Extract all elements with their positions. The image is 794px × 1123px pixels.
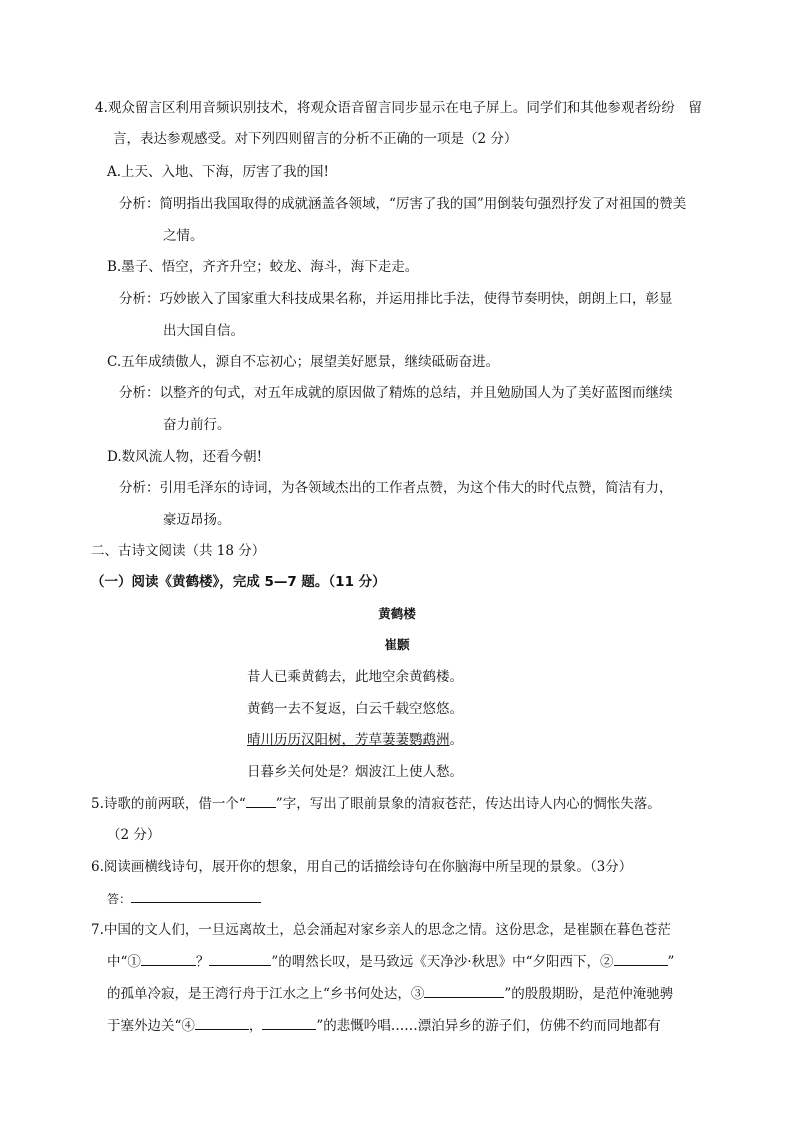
q5-score: （2 分） [107, 827, 161, 843]
q7-blank-2[interactable] [614, 951, 668, 966]
q7-line4 [107, 1015, 661, 1036]
poem-author: 崔颢 [384, 637, 410, 652]
q7-line4-c: ”的悲慨吟唱……漂泊异乡的游子们，仿佛不约而同地都有 [316, 1018, 661, 1034]
q5-stem-part1: 5.诗歌的前两联，借一个“ [91, 796, 246, 812]
q7-blank-1b[interactable] [209, 951, 271, 966]
q7-blank-3[interactable] [424, 983, 504, 998]
q7-line2 [107, 951, 674, 972]
subsection-heading: （一）阅读《黄鹤楼》，完成 5—7 题。（11 分） [91, 574, 386, 590]
option-b: B.墨子、悟空，齐齐升空；蛟龙、海斗，海下走走。 [107, 259, 419, 275]
q7-line4-b: ， [248, 1018, 263, 1034]
option-b-analysis: 分析：巧妙嵌入了国家重大科技成果名称，并运用排比手法，使得节奏明快，朗朗上口，彰显 [119, 291, 673, 307]
poem-line-2: 黄鹤一去不复返，白云千载空悠悠。 [247, 701, 463, 717]
q7-line4-a: 于塞外边关“④ [107, 1018, 195, 1034]
q7-blank-4b[interactable] [262, 1015, 316, 1030]
option-b-analysis-cont: 出大国自信。 [163, 323, 244, 339]
q7-line2-a: 中“① [107, 954, 141, 970]
q6-answer-label: 答： [107, 892, 132, 906]
section-heading: 二、古诗文阅读（共 18 分） [91, 543, 266, 559]
q5-blank[interactable] [246, 793, 276, 808]
q7-line1: 7.中国的文人们，一旦远离故土，总会涌起对家乡亲人的思念之情。这份思念，是崔颢在暮色苍茫 [91, 922, 671, 938]
q7-line2-b: ？ [195, 954, 210, 970]
q7-blank-1a[interactable] [141, 951, 196, 966]
q7-line3-a: 的孤单冷寂，是王湾行舟于江水之上“乡书何处达，③ [107, 986, 425, 1002]
q7-blank-4a[interactable] [195, 1015, 249, 1030]
poem-line-4: 日暮乡关何处是？烟波江上使人愁。 [247, 764, 463, 780]
q5-stem [91, 793, 661, 814]
poem-line-3 [247, 730, 463, 750]
option-c-analysis: 分析：以整齐的句式，对五年成就的原因做了精炼的总结，并且勉励国人为了美好蓝图而继续 [119, 385, 673, 401]
option-d-analysis-cont: 豪迈昂扬。 [163, 512, 231, 528]
q4-stem-line1: 4.观众留言区利用音频识别技术，将观众语音留言同步显示在电子屏上。同学们和其他参观者纷纷 留 [95, 100, 702, 116]
poem-line-3-end: 。 [449, 732, 463, 748]
option-a: A.上天、入地、下海，厉害了我的国! [107, 164, 329, 180]
option-a-analysis-cont: 之情。 [163, 228, 204, 244]
q6-answer [107, 888, 261, 909]
option-a-analysis: 分析：简明指出我国取得的成就涵盖各领域，“厉害了我的国”用倒装句强烈抒发了对祖国的赞美 [119, 196, 687, 212]
option-d: D.数风流人物，还看今朝! [107, 449, 263, 465]
q7-line3-b: ”的殷殷期盼，是范仲淹驰骋 [504, 986, 674, 1002]
option-d-analysis: 分析：引用毛泽东的诗词，为各领域杰出的工作者点赞，为这个伟大的时代点赞，简洁有力， [119, 480, 673, 496]
option-c: C.五年成绩傲人，源自不忘初心；展望美好愿景，继续砥砺奋进。 [107, 354, 500, 370]
poem-line-1: 昔人已乘黄鹤去，此地空余黄鹤楼。 [247, 669, 463, 685]
poem-line-3-underlined: 晴川历历汉阳树，芳草萋萋鹦鹉洲 [247, 732, 450, 748]
q4-stem-line2: 言，表达参观感受。对下列四则留言的分析不正确的一项是（2 分） [113, 131, 518, 147]
q7-line2-d: ” [667, 954, 675, 970]
q7-line2-c: ”的喟然长叹，是马致远《天净沙·秋思》中“夕阳西下，② [271, 954, 614, 970]
q6-stem: 6.阅读画横线诗句，展开你的想象，用自己的话描绘诗句在你脑海中所呈现的景象。（3分） [91, 859, 633, 875]
poem-title: 黄鹤楼 [378, 606, 416, 621]
q5-stem-part2: ”字，写出了眼前景象的清寂苍茫，传达出诗人内心的惆怅失落。 [275, 796, 661, 812]
q7-line3 [107, 983, 673, 1004]
q6-answer-blank[interactable] [131, 888, 261, 903]
option-c-analysis-cont: 奋力前行。 [163, 417, 231, 433]
